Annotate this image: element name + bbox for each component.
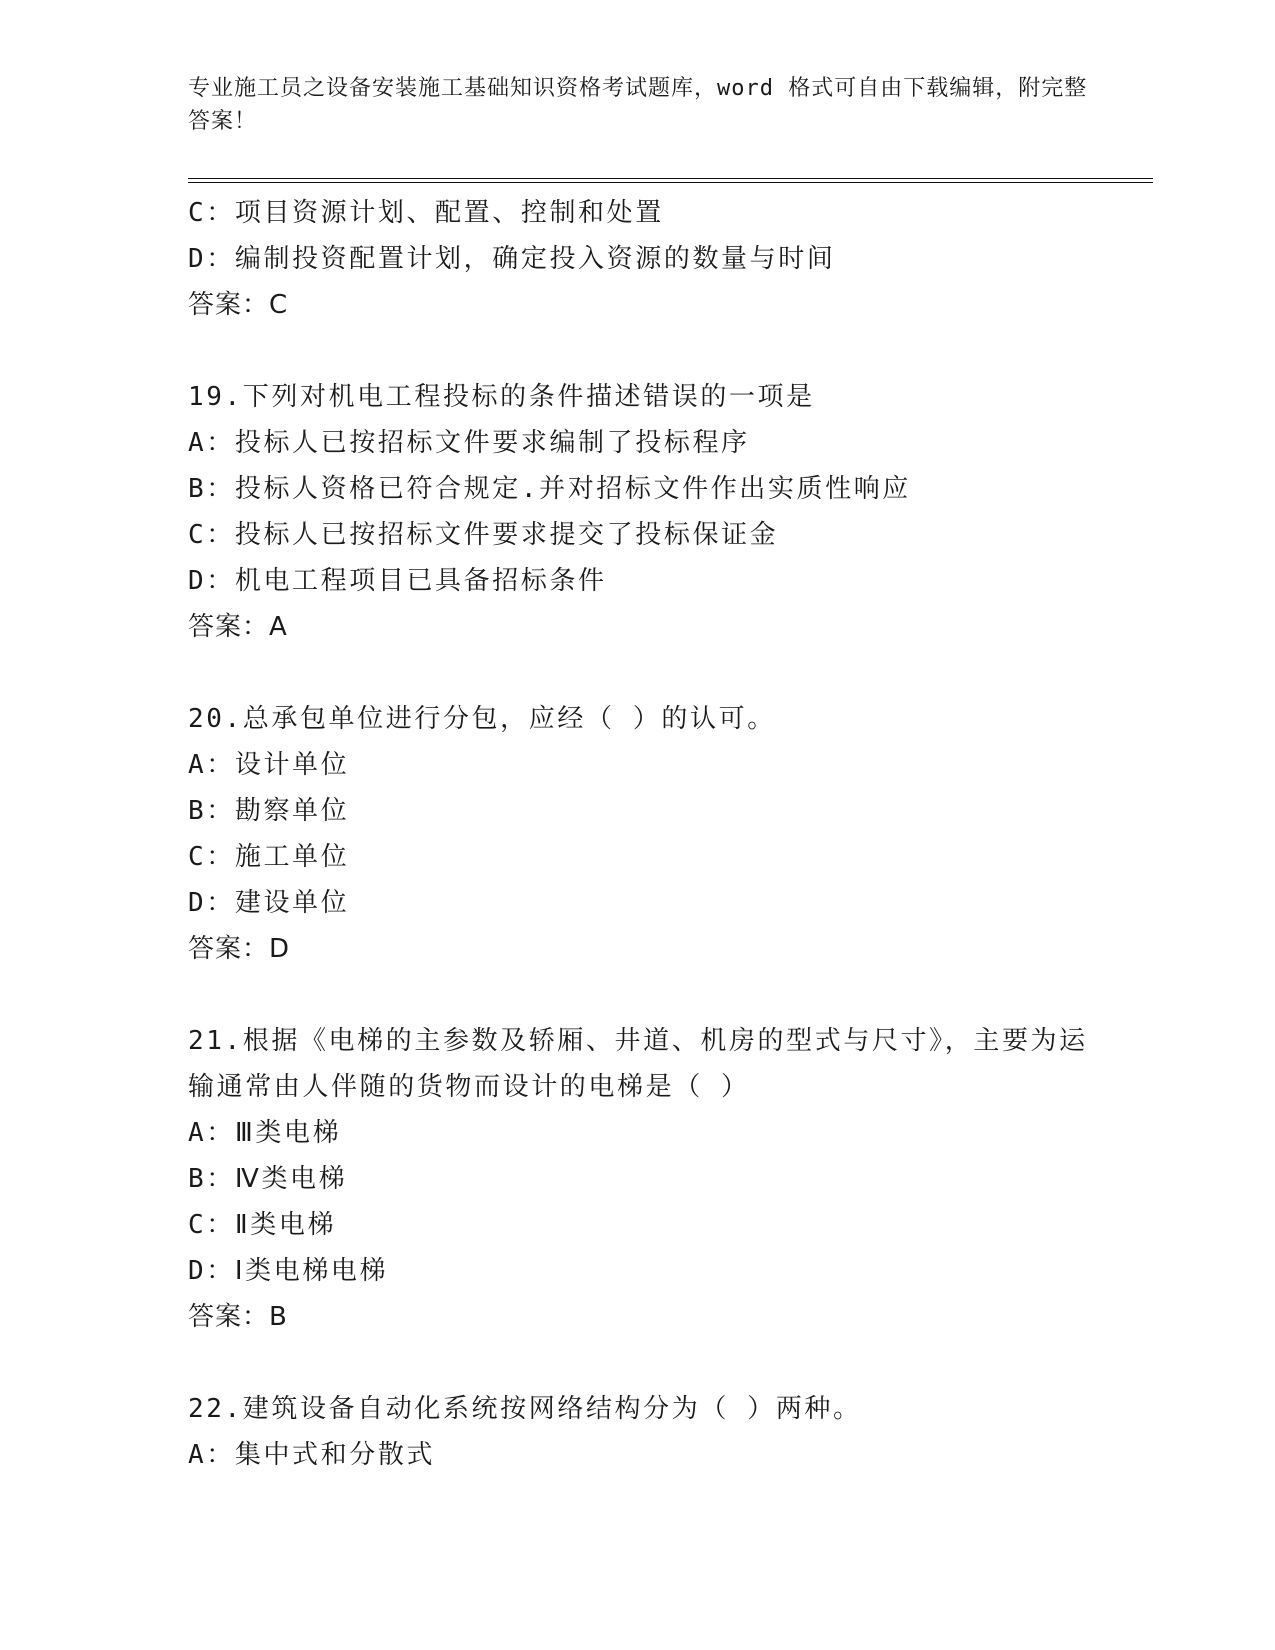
question-21-stem: 21.根据《电梯的主参数及轿厢、井道、机房的型式与尺寸》，主要为运输通常由人伴随的货物而设计的电梯是（ ） <box>188 1026 1088 1102</box>
question-19-option-b: B：投标人资格已符合规定.并对招标文件作出实质性响应 <box>188 474 911 504</box>
question-20-answer: 答案：D <box>188 934 291 964</box>
question-19-option-a: A：投标人已按招标文件要求编制了投标程序 <box>188 428 750 458</box>
header-divider-bottom <box>188 182 1153 183</box>
question-20-option-b: B：勘察单位 <box>188 796 350 826</box>
spacer <box>188 1340 1088 1386</box>
spacer <box>188 972 1088 1018</box>
question-21-option-d: D：Ⅰ类电梯电梯 <box>188 1256 389 1286</box>
option-d: D：编制投资配置计划，确定投入资源的数量与时间 <box>188 244 836 274</box>
header-divider-top <box>188 178 1153 179</box>
question-list <box>188 190 1088 1478</box>
question-20-stem: 20.总承包单位进行分包，应经（ ）的认可。 <box>188 704 776 734</box>
spacer <box>188 650 1088 696</box>
question-21-option-a: A：Ⅲ类电梯 <box>188 1118 342 1148</box>
question-21-option-b: B：Ⅳ类电梯 <box>188 1164 348 1194</box>
question-19-stem: 19.下列对机电工程投标的条件描述错误的一项是 <box>188 382 815 412</box>
question-22-option-a: A：集中式和分散式 <box>188 1440 436 1470</box>
question-20-option-d: D：建设单位 <box>188 888 350 918</box>
question-19-answer: 答案：A <box>188 612 288 642</box>
document-intro: 专业施工员之设备安装施工基础知识资格考试题库，word 格式可自由下载编辑，附完整答案！ <box>188 76 1088 134</box>
spacer <box>188 328 1088 374</box>
question-21-option-c: C：Ⅱ类电梯 <box>188 1210 337 1240</box>
question-21-answer: 答案：B <box>188 1302 288 1332</box>
question-20-option-c: C：施工单位 <box>188 842 350 872</box>
question-19-option-c: C：投标人已按招标文件要求提交了投标保证金 <box>188 520 779 550</box>
question-20-option-a: A：设计单位 <box>188 750 350 780</box>
question-19-option-d: D：机电工程项目已具备招标条件 <box>188 566 607 596</box>
option-c: C：项目资源计划、配置、控制和处置 <box>188 198 664 228</box>
question-22-stem: 22.建筑设备自动化系统按网络结构分为（ ）两种。 <box>188 1394 862 1424</box>
answer: 答案：C <box>188 290 289 320</box>
